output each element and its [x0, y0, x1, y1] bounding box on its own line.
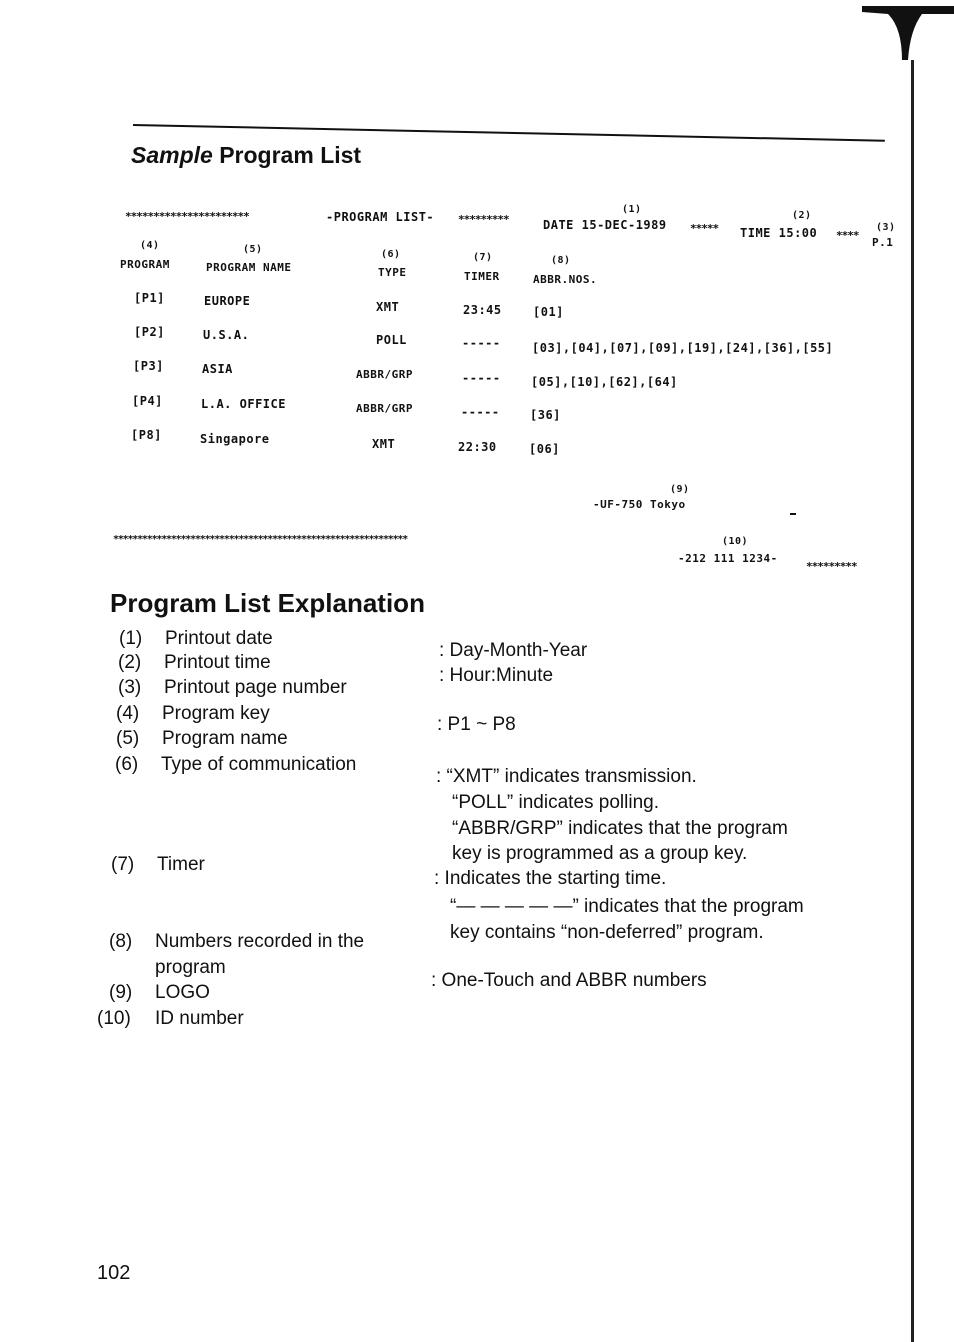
explanation-desc: “POLL” indicates polling.: [452, 792, 659, 813]
program-name: EUROPE: [204, 294, 251, 308]
page-corner-mark: [862, 0, 954, 60]
program-key: [P4]: [132, 394, 163, 408]
explanation-item: [118, 652, 271, 674]
explanation-item: [115, 754, 356, 776]
printout-page: P.1: [872, 236, 894, 249]
ref-label: (10): [722, 536, 749, 547]
item-number: (2): [118, 652, 142, 673]
sample-heading-rest: Program List: [219, 142, 362, 168]
item-label: Timer: [157, 854, 205, 875]
program-name: L.A. OFFICE: [201, 397, 286, 411]
item-label: ID number: [155, 1008, 244, 1029]
program-abbr: [06]: [529, 442, 560, 456]
explanation-desc: : P1 ~ P8: [437, 714, 516, 735]
program-key: [P3]: [133, 359, 164, 373]
explanation-desc: “ABBR/GRP” indicates that the program: [452, 818, 788, 839]
ref-label: (7): [473, 252, 493, 263]
explanation-desc: : One-Touch and ABBR numbers: [431, 970, 707, 991]
page-edge-line: [911, 60, 914, 1342]
column-header-timer: TIMER: [464, 270, 500, 283]
section-rule: [133, 124, 885, 142]
program-type: POLL: [376, 333, 407, 347]
program-type: XMT: [376, 300, 400, 314]
ref-label: (9): [670, 484, 690, 495]
program-type: ABBR/GRP: [356, 368, 413, 381]
program-type: ABBR/GRP: [356, 402, 413, 415]
item-number: (1): [119, 628, 143, 649]
explanation-desc: : “XMT” indicates transmission.: [436, 766, 697, 787]
printout-logo: -UF-750 Tokyo: [593, 498, 686, 511]
printout-stars: *************************************************************: [113, 534, 408, 545]
explanation-item: [97, 1008, 244, 1030]
printout-time: TIME 15:00: [740, 226, 818, 240]
item-number: (5): [116, 728, 140, 749]
program-abbr: [01]: [533, 305, 564, 319]
explanation-item: [118, 677, 347, 699]
program-name: U.S.A.: [203, 328, 250, 342]
program-timer: -----: [462, 371, 501, 385]
item-label: Printout page number: [164, 677, 347, 698]
column-header-name: PROGRAM NAME: [206, 261, 292, 274]
program-timer: 22:30: [458, 440, 497, 454]
ref-label: (1): [622, 204, 642, 215]
item-label: Type of communication: [161, 754, 357, 775]
ref-label: (6): [381, 249, 401, 260]
printout-id: -212 111 1234-: [678, 552, 778, 565]
item-label: Numbers recorded in the: [155, 931, 365, 952]
explanation-desc: : Indicates the starting time.: [434, 868, 667, 889]
ref-label: (8): [551, 255, 571, 266]
printout-stars: ****: [836, 229, 859, 242]
program-key: [P8]: [131, 428, 162, 442]
item-number: (8): [109, 931, 133, 952]
item-label: LOGO: [155, 982, 210, 1003]
program-abbr: [05],[10],[62],[64]: [531, 375, 678, 389]
explanation-desc: key contains “non-deferred” program.: [450, 922, 764, 943]
column-header-program: PROGRAM: [120, 258, 170, 271]
program-key: [P2]: [134, 325, 165, 339]
ref-label: (2): [792, 210, 812, 221]
explanation-item: [109, 957, 226, 979]
sample-heading-word: Sample: [131, 142, 213, 168]
ref-label: (4): [140, 240, 160, 251]
program-abbr: [36]: [530, 408, 561, 422]
item-number: (6): [115, 754, 139, 775]
ref-label: (3): [876, 222, 896, 233]
item-number: (9): [109, 982, 133, 1003]
explanation-item: [109, 931, 364, 953]
explanation-desc: : Day-Month-Year: [439, 640, 588, 661]
sample-heading: [131, 142, 361, 169]
explanation-item: [111, 854, 205, 876]
item-label: Program key: [162, 703, 270, 724]
explanation-item: [109, 982, 210, 1004]
printout-title: -PROGRAM LIST-: [326, 210, 435, 224]
program-timer: -----: [462, 336, 501, 350]
program-type: XMT: [372, 437, 396, 451]
program-timer: 23:45: [463, 303, 502, 317]
printout-stars: *****: [690, 222, 719, 235]
program-timer: -----: [461, 405, 500, 419]
explanation-item: [116, 703, 270, 725]
item-label: Printout date: [165, 628, 273, 649]
explanation-desc: “— — — — —” indicates that the program: [450, 896, 804, 917]
printout-stars: *********: [458, 213, 509, 226]
explanation-desc: : Hour:Minute: [439, 665, 554, 686]
printout-stars: *********: [806, 560, 857, 573]
column-header-type: TYPE: [378, 266, 407, 279]
ref-label: (5): [243, 244, 263, 255]
explanation-desc: key is programmed as a group key.: [452, 843, 748, 864]
program-abbr: [03],[04],[07],[09],[19],[24],[36],[55]: [532, 341, 834, 355]
item-number: (4): [116, 703, 140, 724]
printout-stars: **********************: [125, 210, 249, 223]
printout-date: DATE 15-DEC-1989: [543, 218, 667, 232]
item-label: program: [155, 957, 226, 978]
item-label: Printout time: [164, 652, 271, 673]
item-number: (7): [111, 854, 135, 875]
program-key: [P1]: [134, 291, 165, 305]
page-number: 102: [97, 1262, 131, 1284]
dash-mark: [790, 513, 796, 515]
program-name: ASIA: [202, 362, 233, 376]
item-number: (3): [118, 677, 142, 698]
explanation-item: [119, 628, 273, 650]
explanation-item: [116, 728, 288, 750]
program-name: Singapore: [200, 432, 270, 446]
column-header-abbr: ABBR.NOS.: [533, 273, 598, 286]
item-number: (10): [97, 1008, 131, 1029]
item-label: Program name: [162, 728, 288, 749]
explanation-heading: Program List Explanation: [110, 588, 425, 618]
